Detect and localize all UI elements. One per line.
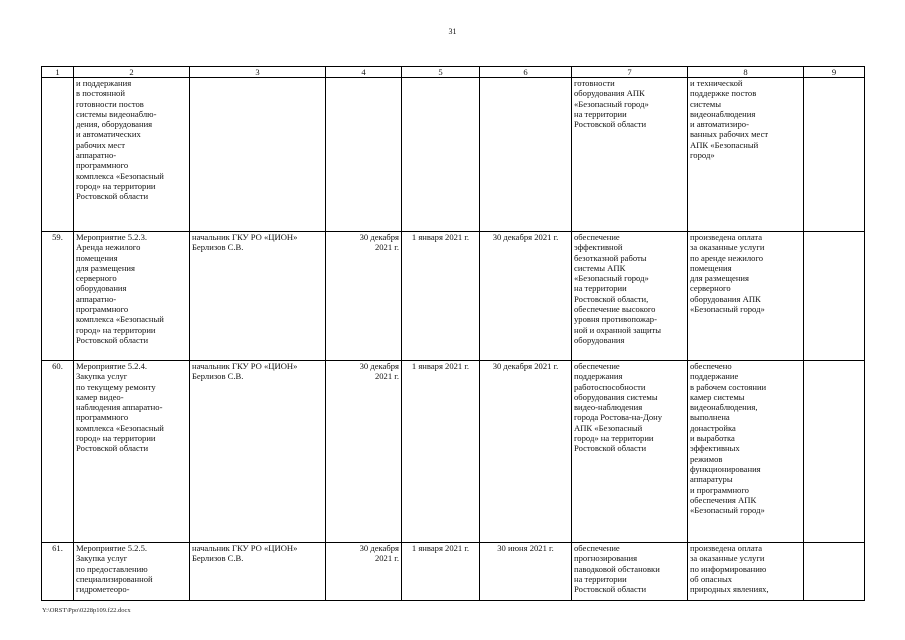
note-cell bbox=[804, 361, 865, 543]
actual-result-cell-line: оборудования АПК bbox=[690, 293, 761, 304]
actual-result-cell-line: донастройка bbox=[690, 422, 736, 433]
actual-result-cell-line: функционирования bbox=[690, 463, 761, 474]
actual-result-cell-line: помещения bbox=[690, 262, 732, 273]
event-cell-line: специализированной bbox=[76, 573, 153, 584]
expected-result-cell-line: прогнозирования bbox=[574, 553, 638, 564]
event-cell-line: Ростовской области bbox=[76, 443, 149, 454]
expected-result-cell-line: ной и охранной защиты bbox=[574, 324, 662, 335]
event-cell-line: Аренда нежилого bbox=[76, 242, 141, 253]
expected-result-cell-line: на территории bbox=[574, 283, 627, 294]
expected-result-cell-line: Ростовской области, bbox=[574, 293, 649, 304]
expected-result-cell-line: обеспечение высокого bbox=[574, 304, 656, 315]
expected-result-cell-line: поддержания bbox=[574, 371, 623, 382]
event-cell-line: город» на территории bbox=[76, 180, 156, 191]
expected-result-cell-line: «Безопасный город» bbox=[574, 98, 649, 109]
column-header: 9 bbox=[804, 67, 865, 78]
expected-result-cell-line: на территории bbox=[574, 573, 627, 584]
expected-result-cell-line: готовности bbox=[574, 78, 615, 88]
event-cell-line: и поддержания bbox=[76, 78, 132, 88]
actual-result-cell-line: и технической bbox=[690, 78, 743, 88]
actual-result-cell-line: ванных рабочих мест bbox=[690, 129, 769, 140]
event-cell bbox=[74, 232, 190, 361]
event-cell-line: дения, оборудования bbox=[76, 119, 153, 130]
actual-result-cell-line: произведена оплата bbox=[690, 543, 763, 553]
responsible-cell bbox=[190, 78, 326, 232]
responsible-cell bbox=[190, 361, 326, 543]
actual-result-cell-line: по информированию bbox=[690, 563, 767, 574]
actual-result-cell-line: видеонаблюдения bbox=[690, 108, 756, 119]
event-cell-line: комплекса «Безопасный bbox=[76, 422, 164, 433]
page-number: 31 bbox=[448, 27, 457, 36]
event-cell-line: оборудования bbox=[76, 283, 127, 294]
event-cell bbox=[74, 543, 190, 601]
column-header: 8 bbox=[688, 67, 804, 78]
expected-result-cell-line: «Безопасный город» bbox=[574, 273, 649, 284]
actual-result-cell-line: системы bbox=[690, 98, 722, 109]
row-number: 60. bbox=[42, 361, 74, 543]
row-number: 59. bbox=[42, 232, 74, 361]
event-cell-line: наблюдения аппаратно- bbox=[76, 402, 163, 413]
event-cell-line: системы видеонаблю- bbox=[76, 108, 157, 119]
event-cell-line: Мероприятие 5.2.4. bbox=[76, 361, 148, 371]
event-cell-line: серверного bbox=[76, 273, 117, 284]
event-cell-line: программного bbox=[76, 304, 129, 315]
row-number: 61. bbox=[42, 543, 74, 601]
event-cell-line: Мероприятие 5.2.3. bbox=[76, 232, 148, 242]
expected-result-cell-line: безотказной работы bbox=[574, 252, 647, 263]
table-row bbox=[42, 78, 865, 232]
expected-result-cell-line: оборудования системы bbox=[574, 391, 658, 402]
actual-result-cell-line: поддержке постов bbox=[690, 88, 757, 99]
column-header: 5 bbox=[402, 67, 480, 78]
note-cell bbox=[804, 232, 865, 361]
event-cell bbox=[74, 78, 190, 232]
responsible-cell-line: начальник ГКУ РО «ЦИОН» bbox=[192, 361, 298, 371]
event-cell-line: по предоставлению bbox=[76, 563, 148, 574]
event-cell-line: город» на территории bbox=[76, 433, 156, 444]
event-cell-line: аппаратно- bbox=[76, 150, 117, 161]
end-date-cell: 30 декабря 2021 г. bbox=[480, 361, 572, 543]
expected-result-cell bbox=[572, 361, 688, 543]
actual-result-cell-line: АПК «Безопасный bbox=[690, 139, 759, 150]
expected-result-cell-line: АПК «Безопасный bbox=[574, 422, 643, 433]
actual-result-cell bbox=[688, 543, 804, 601]
responsible-cell-line: начальник ГКУ РО «ЦИОН» bbox=[192, 543, 298, 553]
expected-result-cell-line: город» на территории bbox=[574, 433, 654, 444]
deadline-cell-line: 2021 г. bbox=[374, 242, 399, 253]
start-date-cell bbox=[402, 78, 480, 232]
table-row bbox=[42, 543, 865, 601]
actual-result-cell-line: за оказанные услуги bbox=[690, 242, 765, 253]
expected-result-cell-line: эффективной bbox=[574, 242, 623, 253]
event-cell-line: комплекса «Безопасный bbox=[76, 314, 164, 325]
deadline-cell-line: 2021 г. bbox=[374, 553, 399, 564]
event-cell-line: готовности постов bbox=[76, 98, 144, 109]
actual-result-cell-line: камер системы bbox=[690, 391, 745, 402]
responsible-cell-line: Берлизов С.В. bbox=[192, 242, 244, 253]
deadline-cell bbox=[326, 232, 402, 361]
responsible-cell bbox=[190, 232, 326, 361]
actual-result-cell-line: произведена оплата bbox=[690, 232, 763, 242]
event-cell-line: программного bbox=[76, 412, 129, 423]
event-cell-line: город» на территории bbox=[76, 324, 156, 335]
event-cell-line: помещения bbox=[76, 252, 118, 263]
actual-result-cell-line: поддержание bbox=[690, 371, 739, 382]
actual-result-cell-line: обеспечено bbox=[690, 361, 732, 371]
expected-result-cell-line: обеспечение bbox=[574, 543, 620, 553]
note-cell bbox=[804, 78, 865, 232]
event-cell-line: по текущему ремонту bbox=[76, 381, 156, 392]
event-cell-line: гидрометеоро- bbox=[76, 584, 130, 595]
actual-result-cell-line: режимов bbox=[690, 453, 723, 464]
event-cell-line: камер видео- bbox=[76, 391, 124, 402]
start-date-cell: 1 января 2021 г. bbox=[402, 361, 480, 543]
file-path-footer: Y:\ORST\Ppo\0228p109.f22.docx bbox=[42, 607, 131, 614]
expected-result-cell-line: оборудования bbox=[574, 334, 625, 345]
expected-result-cell-line: на территории bbox=[574, 108, 627, 119]
actual-result-cell-line: обеспечения АПК bbox=[690, 494, 757, 505]
actual-result-cell-line: и программного bbox=[690, 484, 749, 495]
responsible-cell bbox=[190, 543, 326, 601]
expected-result-cell-line: системы АПК bbox=[574, 262, 626, 273]
actual-result-cell-line: природных явлениях, bbox=[690, 584, 769, 595]
deadline-cell-line: 2021 г. bbox=[374, 371, 399, 382]
deadline-cell-line: 30 декабря bbox=[359, 543, 399, 553]
event-cell-line: рабочих мест bbox=[76, 139, 125, 150]
deadline-cell-line: 30 декабря bbox=[359, 361, 399, 371]
expected-result-cell-line: обеспечение bbox=[574, 232, 620, 242]
actual-result-cell-line: видеонаблюдения, bbox=[690, 402, 758, 413]
deadline-cell bbox=[326, 543, 402, 601]
event-cell bbox=[74, 361, 190, 543]
expected-result-cell bbox=[572, 543, 688, 601]
start-date-cell: 1 января 2021 г. bbox=[402, 543, 480, 601]
expected-result-cell-line: уровня противопожар- bbox=[574, 314, 657, 325]
expected-result-cell-line: оборудования АПК bbox=[574, 88, 645, 99]
expected-result-cell-line: города Ростова-на-Дону bbox=[574, 412, 663, 423]
table-header-row bbox=[42, 67, 865, 78]
column-header: 4 bbox=[326, 67, 402, 78]
actual-result-cell-line: выполнена bbox=[690, 412, 730, 423]
column-header: 6 bbox=[480, 67, 572, 78]
row-number bbox=[42, 78, 74, 232]
expected-result-cell-line: Ростовской области bbox=[574, 584, 647, 595]
responsible-cell-line: Берлизов С.В. bbox=[192, 553, 244, 564]
actual-result-cell-line: аппаратуры bbox=[690, 474, 733, 485]
actual-result-cell-line: серверного bbox=[690, 283, 731, 294]
event-cell-line: Закупка услуг bbox=[76, 553, 128, 564]
actual-result-cell-line: по аренде нежилого bbox=[690, 252, 764, 263]
expected-result-cell bbox=[572, 232, 688, 361]
event-cell-line: комплекса «Безопасный bbox=[76, 170, 164, 181]
table-row bbox=[42, 232, 865, 361]
deadline-cell bbox=[326, 78, 402, 232]
deadline-cell-line: 30 декабря bbox=[359, 232, 399, 242]
expected-result-cell-line: работоспособности bbox=[574, 381, 646, 392]
event-cell-line: Ростовской области bbox=[76, 191, 149, 202]
actual-result-cell-line: в рабочем состоянии bbox=[690, 381, 767, 392]
event-cell-line: в постоянной bbox=[76, 88, 125, 99]
actual-result-cell-line: и автоматизиро- bbox=[690, 119, 749, 130]
event-cell-line: аппаратно- bbox=[76, 293, 117, 304]
column-header: 1 bbox=[42, 67, 74, 78]
actual-result-cell-line: и выработка bbox=[690, 433, 735, 444]
actual-result-cell-line: эффективных bbox=[690, 443, 740, 454]
actual-result-cell-line: город» bbox=[690, 150, 715, 161]
actual-result-cell bbox=[688, 232, 804, 361]
event-cell-line: для размещения bbox=[76, 262, 135, 273]
expected-result-cell-line: паводковой обстановки bbox=[574, 563, 660, 574]
end-date-cell: 30 декабря 2021 г. bbox=[480, 232, 572, 361]
actual-result-cell-line: для размещения bbox=[690, 273, 749, 284]
start-date-cell: 1 января 2021 г. bbox=[402, 232, 480, 361]
end-date-cell bbox=[480, 78, 572, 232]
column-header: 2 bbox=[74, 67, 190, 78]
actual-result-cell bbox=[688, 78, 804, 232]
events-table bbox=[41, 66, 865, 601]
event-cell-line: программного bbox=[76, 160, 129, 171]
expected-result-cell-line: Ростовской области bbox=[574, 119, 647, 130]
expected-result-cell-line: видео-наблюдения bbox=[574, 402, 643, 413]
event-cell-line: Мероприятие 5.2.5. bbox=[76, 543, 148, 553]
column-header: 3 bbox=[190, 67, 326, 78]
event-cell-line: Закупка услуг bbox=[76, 371, 128, 382]
event-cell-line: Ростовской области bbox=[76, 334, 149, 345]
table-row bbox=[42, 361, 865, 543]
expected-result-cell-line: Ростовской области bbox=[574, 443, 647, 454]
note-cell bbox=[804, 543, 865, 601]
end-date-cell: 30 июня 2021 г. bbox=[480, 543, 572, 601]
event-cell-line: и автоматических bbox=[76, 129, 141, 140]
responsible-cell-line: Берлизов С.В. bbox=[192, 371, 244, 382]
actual-result-cell bbox=[688, 361, 804, 543]
column-header: 7 bbox=[572, 67, 688, 78]
actual-result-cell-line: «Безопасный город» bbox=[690, 505, 765, 516]
actual-result-cell-line: об опасных bbox=[690, 573, 733, 584]
expected-result-cell-line: обеспечение bbox=[574, 361, 620, 371]
deadline-cell bbox=[326, 361, 402, 543]
actual-result-cell-line: «Безопасный город» bbox=[690, 304, 765, 315]
responsible-cell-line: начальник ГКУ РО «ЦИОН» bbox=[192, 232, 298, 242]
actual-result-cell-line: за оказанные услуги bbox=[690, 553, 765, 564]
expected-result-cell bbox=[572, 78, 688, 232]
